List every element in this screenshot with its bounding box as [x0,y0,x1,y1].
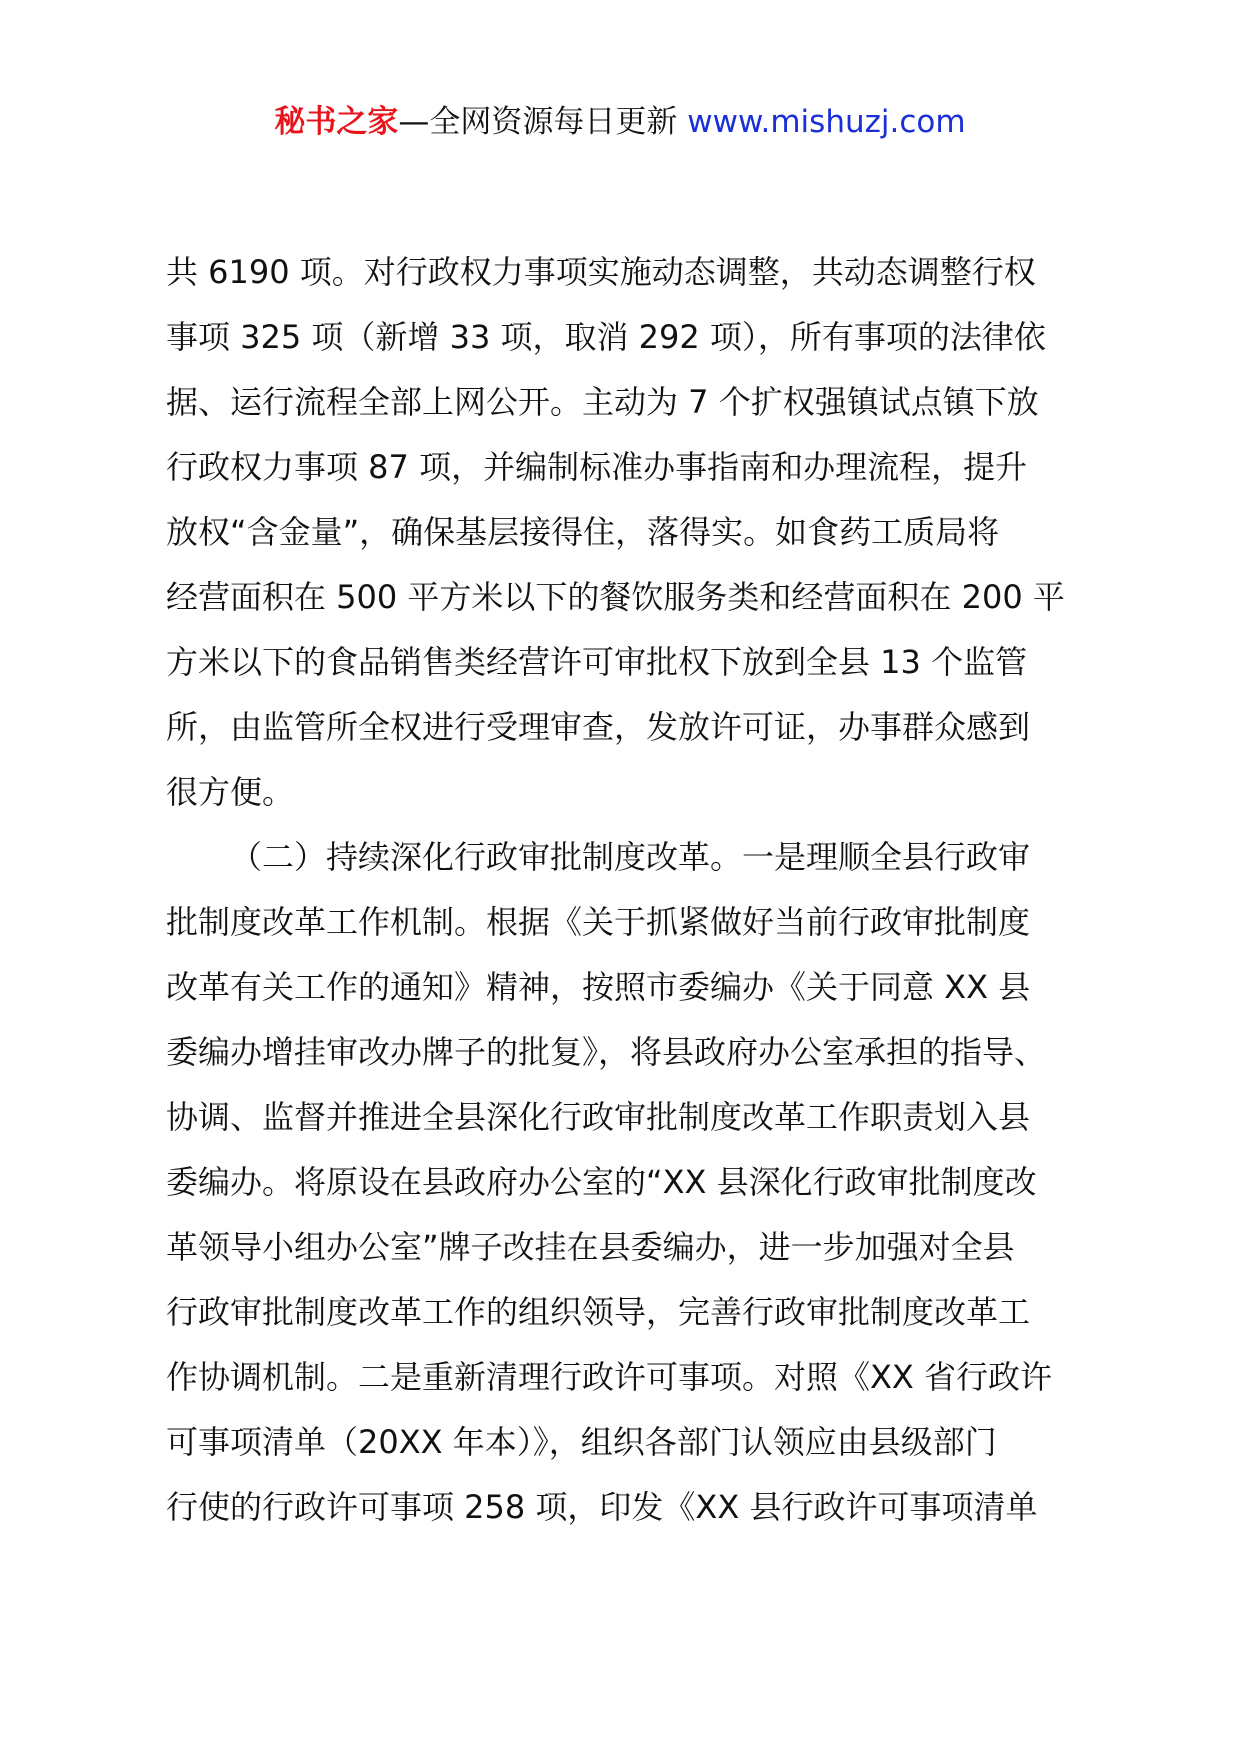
text-line: 放权“含金量”，确保基层接得住，落得实。如食药工质局将 [166,513,1000,551]
document-body [166,240,1084,1540]
text-line: （二）持续深化行政审批制度改革。一是理顺全县行政审 [230,838,1031,876]
text-line: 据、运行流程全部上网公开。主动为 7 个扩权强镇试点镇下放 [166,383,1039,421]
text-line: 改革有关工作的通知》精神，按照市委编办《关于同意 XX 县 [166,968,1031,1006]
text-line: 所，由监管所全权进行受理审查，发放许可证，办事群众感到 [166,708,1031,746]
text-line: 行使的行政许可事项 258 项，印发《XX 县行政许可事项清单 [166,1488,1038,1526]
text-line: 很方便。 [166,773,295,811]
paragraph-2 [166,825,1084,1540]
text-line: 行政审批制度改革工作的组织领导，完善行政审批制度改革工 [166,1293,1031,1331]
text-line: 委编办增挂审改办牌子的批复》，将县政府办公室承担的指导、 [166,1033,1047,1071]
text-line: 革领导小组办公室”牌子改挂在县委编办，进一步加强对全县 [166,1228,1015,1266]
text-line: 行政权力事项 87 项，并编制标准办事指南和办理流程，提升 [166,448,1028,486]
paragraph-1 [166,240,1084,825]
text-line: 委编办。将原设在县政府办公室的“XX 县深化行政审批制度改 [166,1163,1037,1201]
header-tagline: —全网资源每日更新 [398,104,678,140]
page-header [0,100,1240,144]
text-line: 经营面积在 500 平方米以下的餐饮服务类和经营面积在 200 平 [166,578,1065,616]
text-line: 批制度改革工作机制。根据《关于抓紧做好当前行政审批制度 [166,903,1031,941]
text-line: 事项 325 项（新增 33 项，取消 292 项），所有事项的法律依 [166,318,1046,356]
text-line: 方米以下的食品销售类经营许可审批权下放到全县 13 个监管 [166,643,1028,681]
text-line: 可事项清单（20XX 年本）》，组织各部门认领应由县级部门 [166,1423,997,1461]
text-line: 协调、监督并推进全县深化行政审批制度改革工作职责划入县 [166,1098,1031,1136]
website-link[interactable]: www.mishuzj.com [687,104,966,140]
brand-name: 秘书之家 [274,104,399,140]
text-line: 作协调机制。二是重新清理行政许可事项。对照《XX 省行政许 [166,1358,1053,1396]
text-line: 共 6190 项。对行政权力事项实施动态调整，共动态调整行权 [166,253,1036,291]
